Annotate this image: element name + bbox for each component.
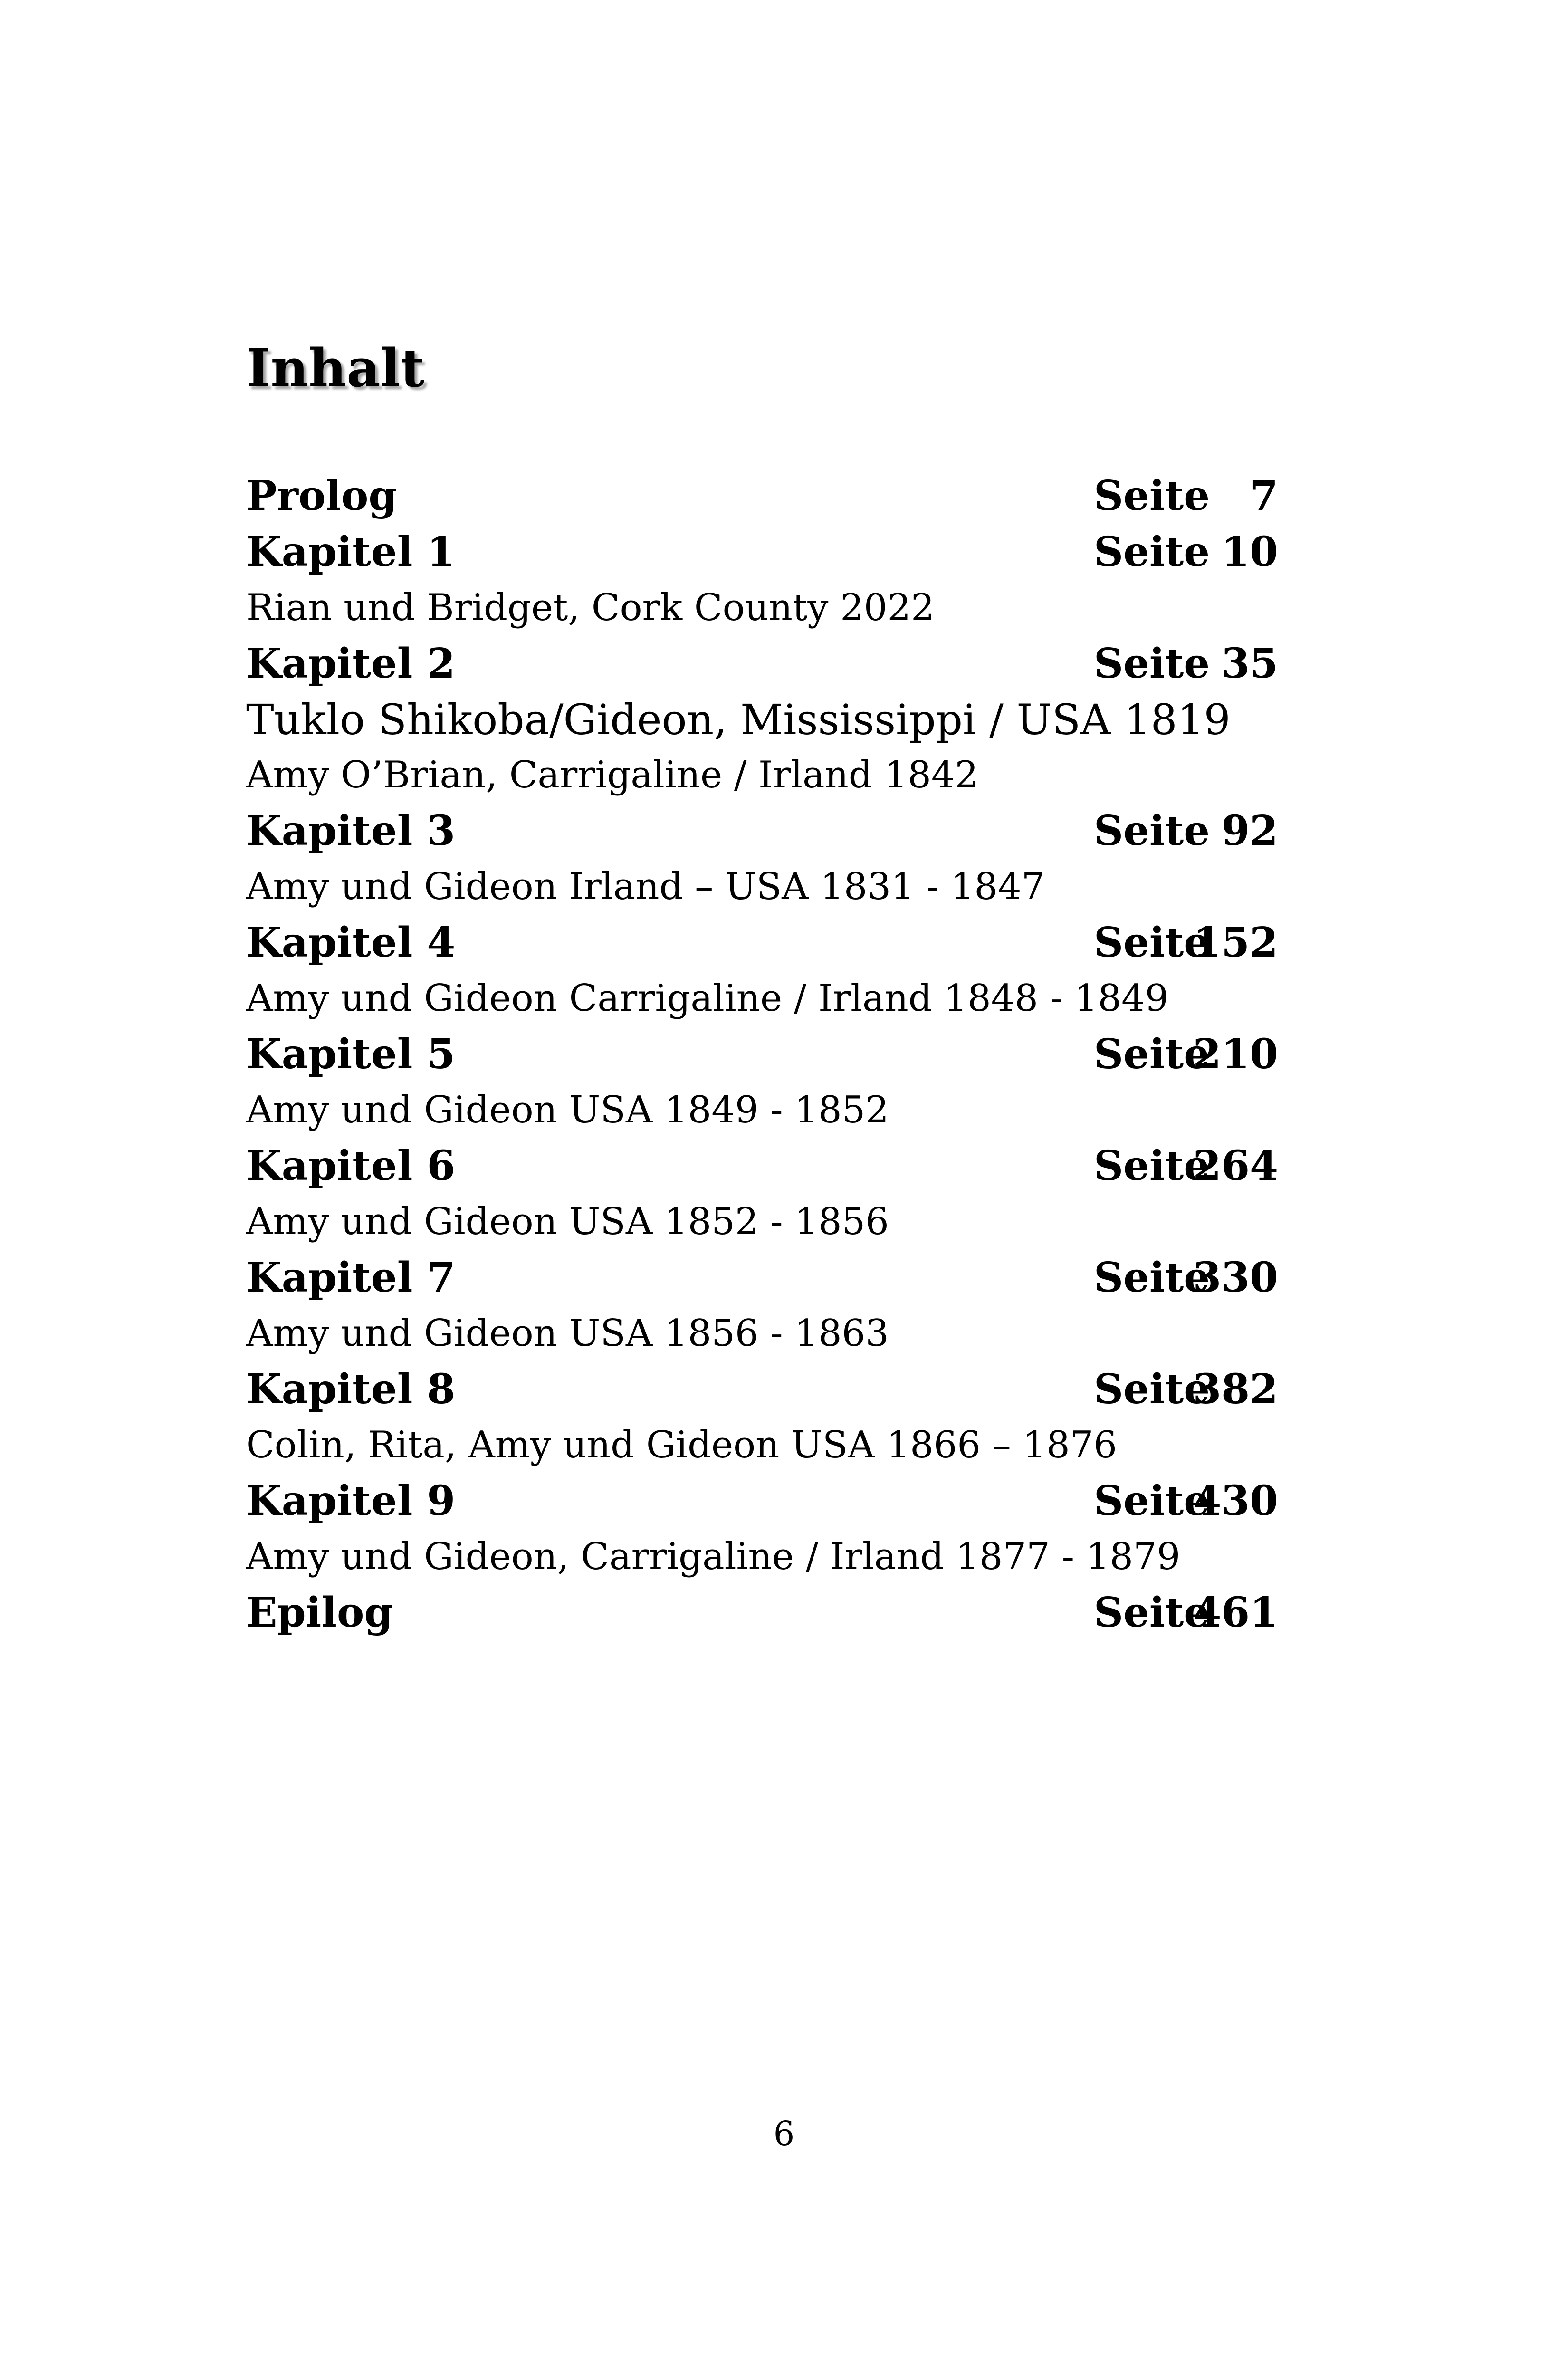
toc-entry	[246, 1026, 1278, 1083]
toc-entry-title: Prolog	[246, 472, 397, 520]
toc-entry	[246, 524, 1278, 580]
toc-subtitle: Rian und Bridget, Cork County 2022	[246, 586, 935, 629]
page-number: 6	[773, 2114, 795, 2153]
toc-seite-label: Seite	[1094, 472, 1210, 520]
toc-page-number: 92	[1221, 807, 1278, 855]
toc-page-number: 7	[1250, 472, 1278, 520]
toc-subtitle: Amy und Gideon, Carrigaline / Irland 1877 - 1879	[246, 1535, 1181, 1578]
toc-entry	[246, 1250, 1278, 1306]
toc-entry	[246, 1473, 1278, 1529]
toc-seite-label: Seite	[1094, 640, 1210, 688]
toc-page-number: 461	[1193, 1589, 1278, 1637]
toc-page-number: 10	[1221, 528, 1278, 576]
toc-page-number: 430	[1193, 1477, 1278, 1525]
toc-page-number: 382	[1193, 1365, 1278, 1413]
page-title: Inhalt	[246, 337, 425, 399]
toc-seite-label: Seite	[1094, 1142, 1210, 1190]
toc-subtitle: Amy O’Brian, Carrigaline / Irland 1842	[246, 754, 979, 796]
toc-subtitle: Amy und Gideon USA 1852 - 1856	[246, 1200, 889, 1243]
toc-entry	[246, 468, 1278, 524]
toc-entry-title: Kapitel 3	[246, 807, 456, 855]
toc-entry	[246, 1138, 1278, 1194]
toc-entry-title: Kapitel 8	[246, 1365, 456, 1413]
toc-subtitle: Amy und Gideon USA 1849 - 1852	[246, 1089, 889, 1131]
toc-entry	[246, 1585, 1278, 1641]
toc-subtitle: Tuklo Shikoba/Gideon, Mississippi / USA 1819	[246, 695, 1231, 744]
toc-subtitle: Amy und Gideon USA 1856 - 1863	[246, 1312, 889, 1355]
toc-seite-label: Seite	[1094, 1477, 1210, 1525]
toc-entry-title: Kapitel 7	[246, 1254, 456, 1302]
toc-seite-label: Seite	[1094, 1030, 1210, 1078]
toc-subtitle: Colin, Rita, Amy und Gideon USA 1866 – 1876	[246, 1424, 1118, 1466]
toc-entry	[246, 803, 1278, 859]
toc-seite-label: Seite	[1094, 1254, 1210, 1302]
toc-subtitle: Amy und Gideon Carrigaline / Irland 1848 - 1849	[246, 977, 1169, 1020]
toc-seite-label: Seite	[1094, 528, 1210, 576]
toc-entry	[246, 915, 1278, 971]
toc-entry-title: Kapitel 9	[246, 1477, 456, 1525]
toc-entry-title: Kapitel 2	[246, 640, 456, 688]
toc-page-number: 152	[1193, 919, 1278, 967]
toc-entry-title: Kapitel 4	[246, 919, 456, 967]
toc-entry	[246, 636, 1278, 692]
toc-entry-title: Kapitel 1	[246, 528, 456, 576]
toc-entry-title: Kapitel 5	[246, 1030, 456, 1078]
toc-seite-label: Seite	[1094, 1365, 1210, 1413]
toc-seite-label: Seite	[1094, 807, 1210, 855]
toc-seite-label: Seite	[1094, 1589, 1210, 1637]
toc-page-number: 35	[1221, 640, 1278, 688]
toc-entry-title: Epilog	[246, 1589, 393, 1637]
toc-entry	[246, 1361, 1278, 1418]
toc-page-number: 264	[1193, 1142, 1278, 1190]
table-of-contents	[246, 468, 1278, 1641]
toc-page-number: 210	[1193, 1030, 1278, 1078]
toc-seite-label: Seite	[1094, 919, 1210, 967]
toc-subtitle: Amy und Gideon Irland – USA 1831 - 1847	[246, 865, 1045, 908]
toc-page-number: 330	[1193, 1254, 1278, 1302]
toc-entry-title: Kapitel 6	[246, 1142, 456, 1190]
